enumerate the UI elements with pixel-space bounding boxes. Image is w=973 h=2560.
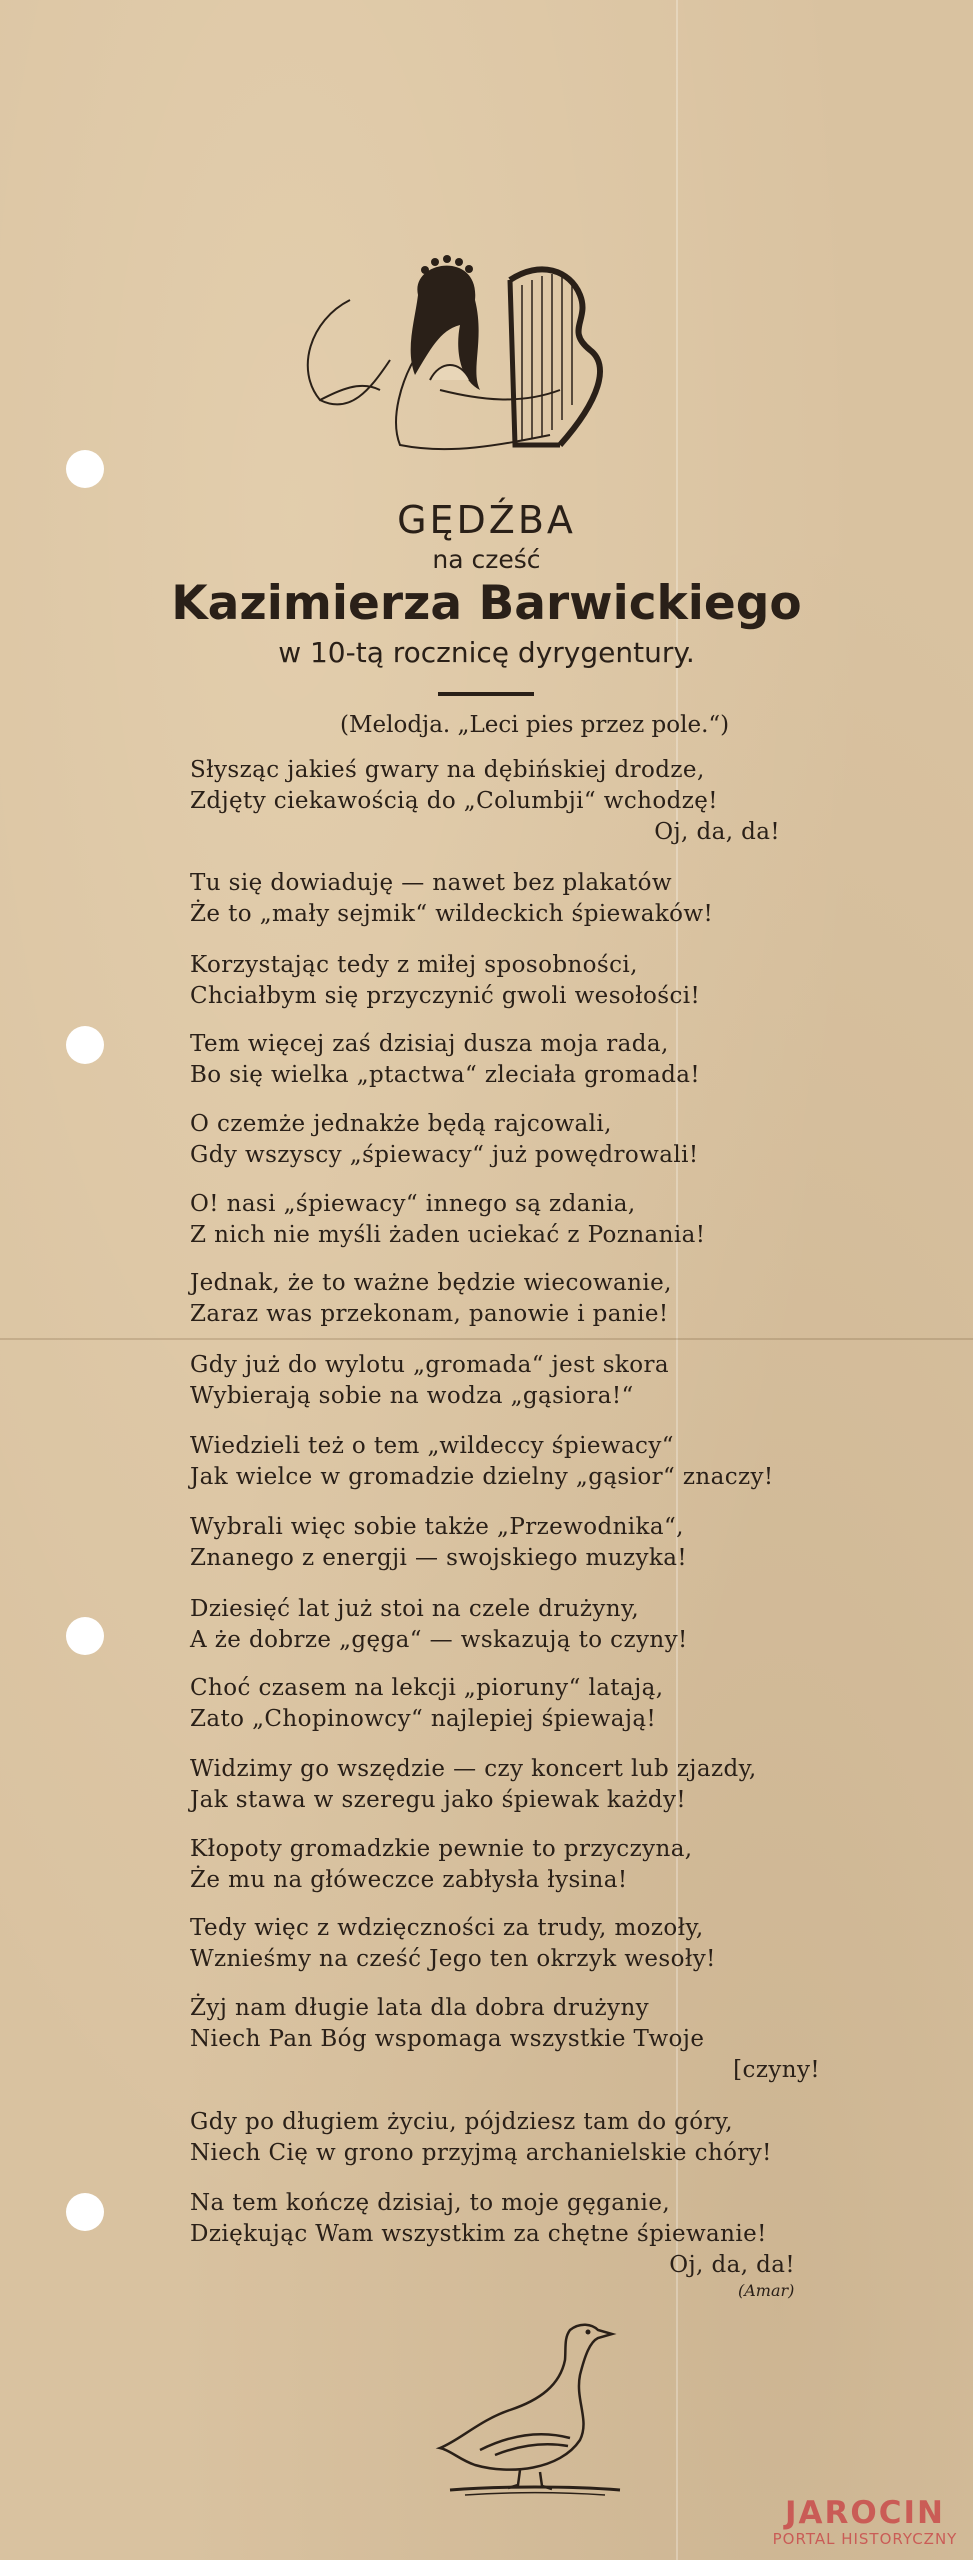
occasion-text: w 10-tą rocznicę dyrygentury. xyxy=(278,636,695,669)
poem-title: GĘDŹBA xyxy=(397,498,576,542)
stanza xyxy=(190,1189,830,1251)
author-signature: (Amar) xyxy=(738,2281,795,2300)
refrain-line: Oj, da, da! xyxy=(669,2252,795,2278)
verse-line: Znanego z energji — swojskiego muzyka! xyxy=(190,1545,687,1571)
punch-hole xyxy=(66,450,104,488)
stanza xyxy=(190,950,830,1012)
honoree-name: Kazimierza Barwickiego xyxy=(171,576,802,631)
stanza xyxy=(190,2107,830,2169)
verse-line: Gdy wszyscy „śpiewacy“ już powędrowali! xyxy=(190,1142,699,1168)
verse-line: Wybierają sobie na wodza „gąsiora!“ xyxy=(190,1383,634,1409)
verse-line: Wybrali więc sobie także „Przewodnika“, xyxy=(190,1514,684,1540)
stanza xyxy=(190,1512,830,1574)
verse-line: Zdjęty ciekawością do „Columbji“ wchodzę! xyxy=(190,788,718,814)
verse-line: Jednak, że to ważne będzie wiecowanie, xyxy=(190,1270,672,1296)
verse-line: Niech Pan Bóg wspomaga wszystkie Twoje xyxy=(190,2026,705,2052)
verse-line: Wznieśmy na cześć Jego ten okrzyk wesoły! xyxy=(190,1946,716,1972)
verse-line: Kłopoty gromadzkie pewnie to przyczyna, xyxy=(190,1836,693,1862)
goose-illustration xyxy=(420,2300,650,2500)
verse-line: Korzystając tedy z miłej sposobności, xyxy=(190,952,638,978)
verse-line: Że to „mały sejmik“ wildeckich śpiewaków! xyxy=(190,901,714,927)
paper-fold-horizontal xyxy=(0,1338,973,1340)
refrain-line: Oj, da, da! xyxy=(654,819,780,845)
punch-hole xyxy=(66,1026,104,1064)
verse-line: Zaraz was przekonam, panowie i panie! xyxy=(190,1301,669,1327)
stanza xyxy=(190,1993,830,2086)
stanza xyxy=(190,1913,830,1975)
verse-line: Dziesięć lat już stoi na czele drużyny, xyxy=(190,1596,640,1622)
verse-line: Z nich nie myśli żaden uciekać z Poznania! xyxy=(190,1222,706,1248)
dedication-preposition: na cześć xyxy=(432,545,541,574)
verse-line: Żyj nam długie lata dla dobra drużyny xyxy=(190,1995,650,2021)
stanza xyxy=(190,1431,830,1493)
stanza xyxy=(190,755,830,848)
verse-line: Niech Cię w grono przyjmą archanielskie chóry! xyxy=(190,2140,772,2166)
verse-line: Tu się dowiaduję — nawet bez plakatów xyxy=(190,870,672,896)
verse-line: Słysząc jakieś gwary na dębińskiej drodze, xyxy=(190,757,705,783)
verse-line-continuation: [czyny! xyxy=(733,2057,820,2083)
verse-line: Wiedzieli też o tem „wildeccy śpiewacy“ xyxy=(190,1433,674,1459)
stanza xyxy=(190,2188,830,2281)
stanza xyxy=(190,1268,830,1330)
verse-line: Na tem kończę dzisiaj, to moje gęganie, xyxy=(190,2190,671,2216)
muse-with-harp-illustration xyxy=(290,240,650,470)
stanza xyxy=(190,1350,830,1412)
watermark-tagline: PORTAL HISTORYCZNY xyxy=(772,2530,958,2548)
watermark-name: JAROCIN xyxy=(785,2495,945,2531)
stanza xyxy=(190,1754,830,1816)
verse-line: Choć czasem na lekcji „pioruny“ latają, xyxy=(190,1675,664,1701)
portal-watermark xyxy=(765,2496,965,2548)
stanza xyxy=(190,1834,830,1896)
verse-line: Tem więcej zaś dzisiaj dusza moja rada, xyxy=(190,1031,669,1057)
verse-line: Jak wielce w gromadzie dzielny „gąsior“ znaczy! xyxy=(190,1464,774,1490)
verse-line: O czemże jednakże będą rajcowali, xyxy=(190,1111,612,1137)
verse-line: Bo się wielka „ptactwa“ zleciała gromada! xyxy=(190,1062,700,1088)
title-divider xyxy=(438,692,534,696)
verse-line: Dziękując Wam wszystkim za chętne śpiewanie! xyxy=(190,2221,767,2247)
punch-hole xyxy=(66,1617,104,1655)
verse-line: O! nasi „śpiewacy“ innego są zdania, xyxy=(190,1191,636,1217)
stanza xyxy=(190,868,830,930)
stanza xyxy=(190,1594,830,1656)
stanza xyxy=(190,1109,830,1171)
verse-line: Gdy już do wylotu „gromada“ jest skora xyxy=(190,1352,670,1378)
stanza xyxy=(190,1029,830,1091)
title-block xyxy=(0,495,973,673)
verse-line: Zato „Chopinowcy“ najlepiej śpiewają! xyxy=(190,1706,657,1732)
verse-line: Jak stawa w szeregu jako śpiewak każdy! xyxy=(190,1787,687,1813)
verse-line: Że mu na główeczce zabłysła łysina! xyxy=(190,1867,628,1893)
verse-line: Chciałbym się przyczynić gwoli wesołości! xyxy=(190,983,701,1009)
punch-hole xyxy=(66,2193,104,2231)
melody-note: (Melodja. „Leci pies przez pole.“) xyxy=(340,712,730,738)
verse-line: Tedy więc z wdzięczności za trudy, mozoły, xyxy=(190,1915,704,1941)
verse-line: Gdy po długiem życiu, pójdziesz tam do góry, xyxy=(190,2109,733,2135)
stanza xyxy=(190,1673,830,1735)
verse-line: A że dobrze „gęga“ — wskazują to czyny! xyxy=(190,1627,688,1653)
verse-line: Widzimy go wszędzie — czy koncert lub zjazdy, xyxy=(190,1756,757,1782)
